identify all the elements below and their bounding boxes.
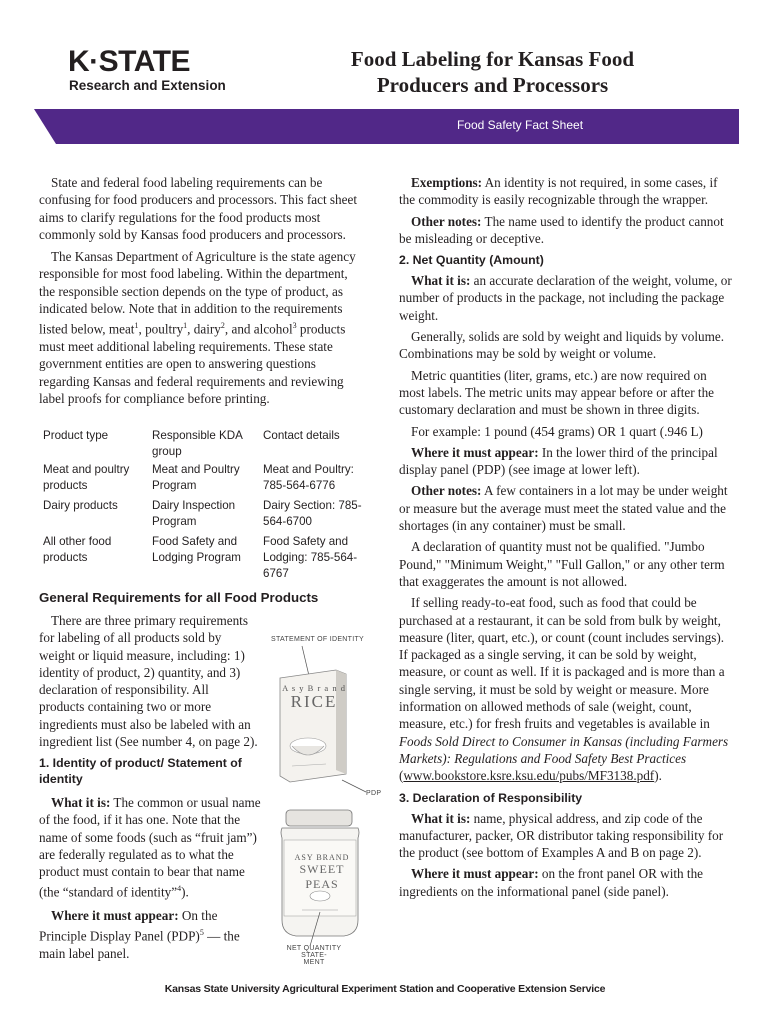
banner-label: Food Safety Fact Sheet (456, 118, 584, 132)
table-cell: Food Safety and Lodging Program (152, 535, 241, 564)
table-cell: Dairy Inspection Program (152, 499, 236, 528)
exemptions-text: Exemptions: An identity is not required, in some cases, if the commodity is easily recognizable through the wrapper. (399, 175, 718, 208)
table-cell: Meat and poultry products (43, 463, 130, 492)
table-cell: Meat and Poultry: 785-564-6776 (263, 463, 354, 492)
table-cell: Meat and Poultry Program (152, 463, 240, 492)
rice-brand: A s y B r a n d (282, 683, 346, 693)
table-cell: Food Safety and Lodging: 785-564-6767 (263, 535, 358, 580)
kda-contacts-table (43, 428, 363, 588)
rice-name: RICE (290, 692, 338, 711)
right-column: Exemptions: An identity is not required, in some cases, if the commodity is easily recognizable through the wrapper. Other notes: The name used to identify the product cannot be misleading or deceptive. 2. Net Quantity (Amount) What it is: an accurate declaration of the weight, volume, or number of products in the package, not including the package weight. Generally, solids are sold by weight and liquids by volume. Combinations may be sold by weight or volume. Metric quantities (liter, grams, etc.) are now required on most labels. The metric units may appear before or after the customary declaration and must be shown in three digits. For example: 1 pound (454 grams) OR 1 quart (.946 L) Where it must appear: In the lower third of the principal display panel (PDP) (see image at lower left). Other notes: A few containers in a lot may be under weight or measure but the average must meet the stated value and the shortages (in any container) must be small. A declaration of quantity must not be qualified. "Jumbo Pound," "Minimum Weight," "Full Gallon," or any other term that exaggerates the amount is not allowed. If selling ready-to-eat food, such as food that could be purchased at a restaurant, it can be sold from bulk by weight, measure (liter, quart, etc.), or count (count includes servings). If packaged as a single serving, it can be sold by weight, measure, or count as well. If it is packaged and is more than a single serving, it must be sold by weight or measure. More information on allowed methods of sale (weight, count, measure, etc.) for fresh fruits and vegetables is available in Foods Sold Direct to Consumer in Kansas (including Farmers Markets): Regulations and Food Safety Best Practices (www.bookstore.ksre.ksu.edu/pubs/MF3138.pdf). 3. Declaration of Responsibility What it is: name, physical address, and zip code of the manufacturer, packer, OR distributor taking responsibility for the product (see bottom of Examples A and B on page 2). Where it must appear: on the front panel OR with the ingredients on the informational panel (side panel). (399, 174, 734, 900)
section-heading: General Requirements for all Food Products (39, 590, 319, 605)
table-cell: Dairy products (43, 499, 118, 512)
page-title: Food Labeling for Kansas Food Producers and Processors (350, 47, 635, 97)
table-header: Product type (43, 429, 109, 442)
table-header: Responsible KDA group (152, 429, 243, 458)
table-cell: All other food products (43, 535, 112, 564)
intro-paragraph-2: The Kansas Department of Agriculture is the state agency responsible for most food labeling. Within the department, the responsible section depends on the type of product, as indicated below. Note that in addition to the requirements listed below, meat$^1$, poultry$^1$, dairy$^2$, and alcohol$^3$ products must meet additional labeling requirements. These state government entities are open to answering questions regarding Kansas and federal requirements and reviewing label proofs for compliance before printing. (39, 249, 356, 406)
intro-paragraph-1: State and federal food labeling requirements can be confusing for food producers and processors. This fact sheet aims to clarify regulations for the food products most commonly sold by Kansas food producers and processors. (39, 175, 358, 242)
section-3-heading: 3. Declaration of Responsibility (399, 790, 583, 805)
table-cell: Dairy Section: 785-564-6700 (263, 499, 362, 528)
banner-bar (34, 109, 739, 144)
table-header: Contact details (263, 429, 340, 442)
general-paragraph: There are three primary requirements for labeling of all products sold by weight or liquid measure, including: 1) identity of product, 2) quantity, and 3) declaration of responsibility. All products containing two or more ingredients must also be labeled with an ingredient list (See number 4, on page 2). (39, 613, 258, 750)
section-2-heading: 2. Net Quantity (Amount) (399, 253, 544, 268)
net-quantity-label: NET QUANTITY STATE- MENT (286, 945, 342, 966)
section-1-text: What it is: The common or usual name of the food, if it has one. Note that the name of some foods (such as “fruit jam”) are federally regulated as to what the product must contain to bear that name (the “standard of identity”$^4$). Where it must appear: On the Principle Display Panel (PDP)$^5$ — the main label panel. (39, 795, 261, 962)
other-notes-text: Other notes: The name used to identify the product cannot be misleading or deceptive. (399, 213, 724, 246)
pdp-label: PDP (366, 790, 382, 797)
jar-brand: ASY BRAND (294, 853, 350, 862)
section-1-heading: 1. Identity of product/ Statement of identity (39, 756, 242, 786)
footer: Kansas State University Agricultural Experiment Station and Cooperative Extension Service (164, 983, 606, 995)
kstate-logo: K·STATE (68, 45, 191, 78)
statement-of-identity-label: STATEMENT OF IDENTITY (271, 636, 365, 643)
intro-text (39, 174, 361, 407)
jar-name: SWEET PEAS (299, 862, 345, 891)
bookstore-link[interactable]: www.bookstore.ksre.ksu.edu/pubs/MF3138.pdf (403, 768, 655, 784)
logo-subtitle: Research and Extension (69, 78, 226, 93)
